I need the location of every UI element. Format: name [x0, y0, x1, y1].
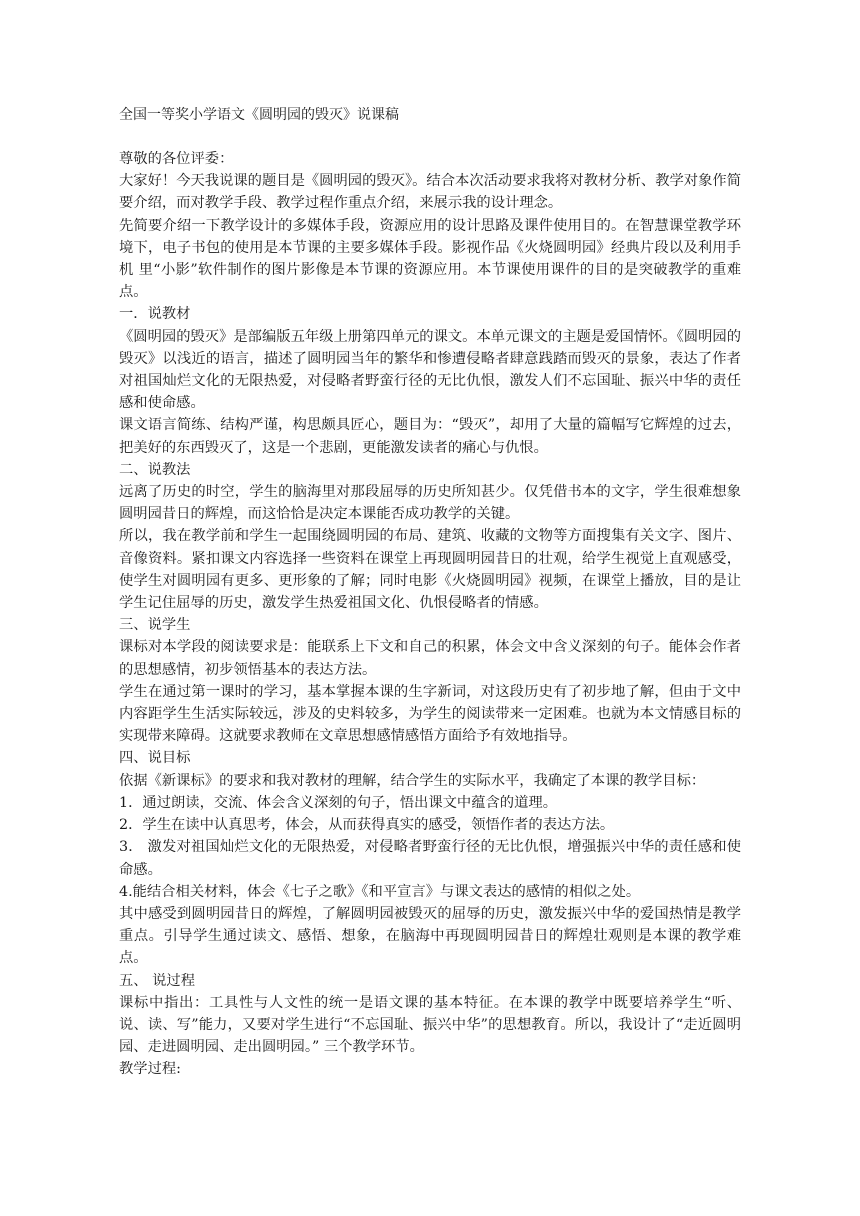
intro-paragraph: 大家好！今天我说课的题目是《圆明园的毁灭》。结合本次活动要求我将对教材分析、教学对象作简要介绍，而对教学手段、教学过程作重点介绍，来展示我的设计理念。 [119, 173, 741, 212]
section-heading-students: 三、说学生 [119, 617, 191, 634]
method-paragraph-1: 远离了历史的时空，学生的脑海里对那段屈辱的历史所知甚少。仅凭借书本的文字，学生很难想象圆明园昔日的辉煌，而这恰恰是决定本课能否成功教学的关键。 [119, 484, 741, 523]
goal-item-4: 4.能结合相关材料，体会《七子之歌》《和平宣言》与课文表达的感情的相似之处。 [119, 883, 641, 900]
salutation: 尊敬的各位评委： [119, 151, 234, 167]
multimedia-paragraph: 先简要介绍一下教学设计的多媒体手段，资源应用的设计思路及课件使用目的。在智慧课堂教学环境下，电子书包的使用是本节课的主要多媒体手段。影视作品《火烧圆明园》经典片段以及利用手机 里“小影”软件制作的图片影像是本节课的资源应用。本节课使用课件的目的是突破教学的重难点。 [119, 217, 741, 301]
students-paragraph-2: 学生在通过第一课时的学习，基本掌握本课的生字新词，对这段历史有了初步地了解，但由于文中内容距学生生活实际较远，涉及的史料较多，为学生的阅读带来一定困难。也就为本文情感目标的实现带来障碍。这就要求教师在文章思想感情感悟方面给予有效地指导。 [119, 683, 741, 745]
document-page [119, 104, 741, 1081]
document-title: 全国一等奖小学语文《圆明园的毁灭》说课稿 [119, 107, 399, 123]
method-paragraph-2: 所以，我在教学前和学生一起围绕圆明园的布局、建筑、收藏的文物等方面搜集有关文字、图片、音像资料。紧扣课文内容选择一些资料在课堂上再现圆明园昔日的壮观，给学生视觉上直观感受，使学生对圆明园有更多、更形象的了解；同时电影《火烧圆明园》视频，在课堂上播放，目的是让学生记住屈辱的历史，激发学生热爱祖国文化、仇恨侵略者的情感。 [119, 528, 741, 612]
document-body [119, 148, 741, 1081]
key-points-paragraph: 其中感受到圆明园昔日的辉煌，了解圆明园被毁灭的屈辱的历史，激发振兴中华的爱国热情是教学重点。引导学生通过读文、感悟、想象，在脑海中再现圆明园昔日的辉煌壮观则是本课的教学难点。 [119, 905, 741, 967]
section-heading-textbook: 一．说教材 [119, 306, 191, 323]
students-paragraph-1: 课标对本学段的阅读要求是：能联系上下文和自己的积累，体会文中含义深刻的句子。能体会作者的思想感情，初步领悟基本的表达方法。 [119, 639, 741, 678]
language-paragraph: 课文语言简练、结构严谨，构思颇具匠心，题目为：“毁灭”，却用了大量的篇幅写它辉煌的过去，把美好的东西毁灭了，这是一个悲剧，更能激发读者的痛心与仇恨。 [119, 417, 741, 456]
goal-item-2: 2．学生在读中认真思考，体会，从而获得真实的感受，领悟作者的表达方法。 [119, 817, 615, 834]
goals-intro: 依据《新课标》的要求和我对教材的理解，结合学生的实际水平，我确定了本课的教学目标： [119, 772, 706, 789]
goal-item-1: 1．通过朗读，交流、体会含义深刻的句子，悟出课文中蕴含的道理。 [119, 794, 557, 811]
section-heading-process: 五、 说过程 [119, 972, 196, 989]
process-paragraph: 课标中指出：工具性与人文性的统一是语文课的基本特征。在本课的教学中既要培养学生“听、说、读、写”能力，又要对学生进行“不忘国耻、振兴中华”的思想教育。所以，我设计了“走近圆明园、走进圆明园、走出圆明园。” 三个教学环节。 [119, 994, 741, 1056]
process-label: 教学过程: [119, 1061, 182, 1078]
section-heading-method: 二、说教法 [119, 461, 191, 478]
goal-item-3: 3． 激发对祖国灿烂文化的无限热爱，对侵略者野蛮行径的无比仇恨，增强振兴中华的责任感和使命感。 [119, 839, 741, 878]
section-heading-goals: 四、说目标 [119, 750, 191, 767]
textbook-paragraph: 《圆明园的毁灭》是部编版五年级上册第四单元的课文。本单元课文的主题是爱国情怀。《圆明园的毁灭》以浅近的语言，描述了圆明园当年的繁华和惨遭侵略者肆意践踏而毁灭的景象，表达了作者对祖国灿烂文化的无限热爱，对侵略者野蛮行径的无比仇恨，激发人们不忘国耻、振兴中华的责任感和使命感。 [119, 328, 741, 412]
